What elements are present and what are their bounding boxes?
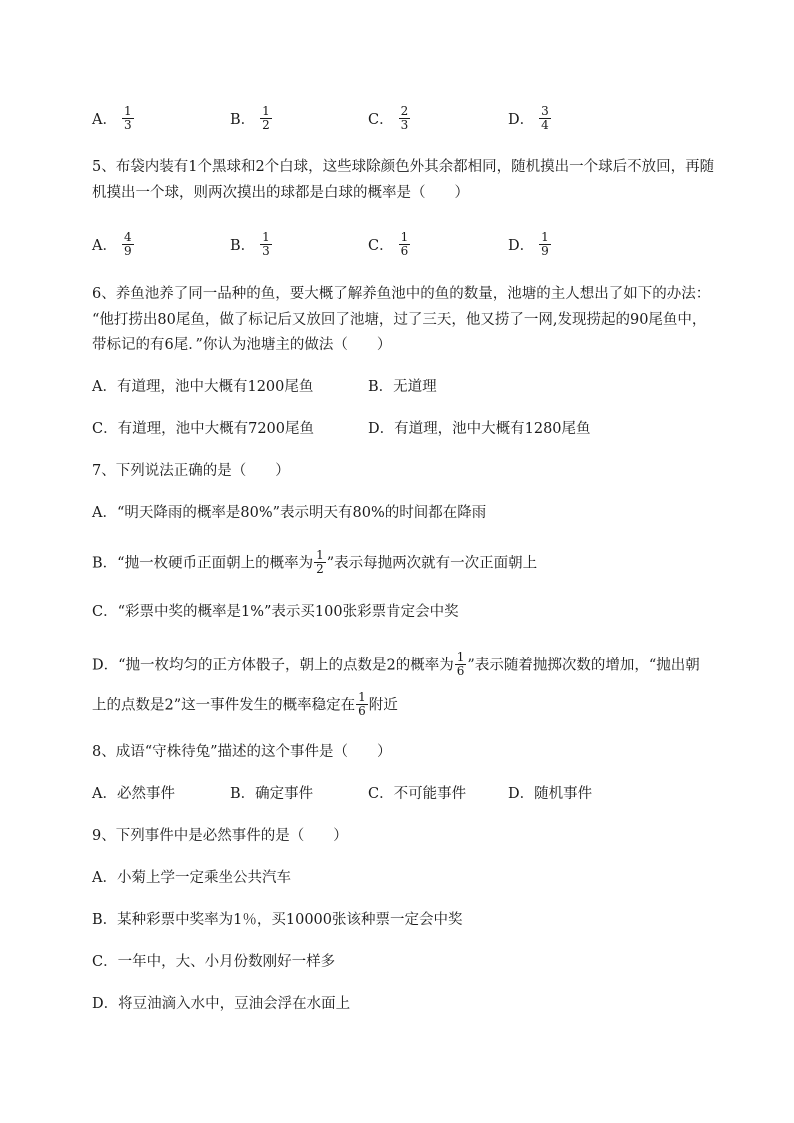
fraction: $\frac{1}{2}$: [316, 548, 324, 576]
fraction: $\frac{4}{9}$: [123, 230, 132, 258]
q7-option-b: B．“抛一枚硬币正面朝上的概率为 $\frac{1}{2}$ ”表示每抛两次就有一次正面朝上: [92, 548, 538, 576]
q8-stem: 8、成语“守株待兔”描述的这个事件是（ ）: [92, 744, 392, 760]
q7-option-d-line1: D．“抛一枚均匀的正方体骰子，朝上的点数是2的概率为 $\frac{1}{6}$ ”表示随着抛掷次数的增加，“抛出朝: [92, 650, 700, 678]
q6-option-c: C．有道理，池中大概有7200尾鱼: [92, 421, 314, 437]
fraction: $\frac{1}{9}$: [541, 230, 549, 258]
q7-stem: 7、下列说法正确的是（ ）: [92, 463, 290, 479]
q8-option-d: D．随机事件: [508, 786, 593, 802]
q6-stem-line3: 带标记的有6尾．”你认为池塘主的做法（ ）: [92, 337, 392, 353]
q5-option-a: A． $\frac{4}{9}$: [92, 230, 132, 258]
fraction: $\frac{1}{3}$: [262, 230, 270, 258]
fraction: $\frac{1}{6}$: [358, 690, 366, 718]
fraction: $\frac{1}{6}$: [456, 650, 465, 678]
fraction: $\frac{1}{2}$: [262, 104, 270, 132]
q6-option-b: B．无道理: [368, 379, 437, 395]
fraction: $\frac{1}{6}$: [400, 230, 409, 258]
q8-option-a: A．必然事件: [92, 786, 175, 802]
fraction: $\frac{1}{3}$: [123, 104, 132, 132]
q5-option-d: D． $\frac{1}{9}$: [508, 230, 549, 258]
fraction: $\frac{2}{3}$: [400, 104, 409, 132]
q5-option-b: B． $\frac{1}{3}$: [230, 230, 270, 258]
q5-option-c: C． $\frac{1}{6}$: [368, 230, 409, 258]
fraction: $\frac{3}{4}$: [541, 104, 549, 132]
q5-stem-line1: 5、布袋内装有1个黑球和2个白球，这些球除颜色外其余都相同，随机摸出一个球后不放回，再随: [92, 159, 715, 175]
q9-option-d: D．将豆油滴入水中，豆油会浮在水面上: [92, 996, 351, 1012]
q9-option-b: B．某种彩票中奖率为1％，买10000张该种票一定会中奖: [92, 912, 463, 928]
q8-option-b: B．确定事件: [230, 786, 314, 802]
q9-option-a: A．小菊上学一定乘坐公共汽车: [92, 870, 291, 886]
q7-option-c: C．“彩票中奖的概率是1%”表示买100张彩票肯定会中奖: [92, 604, 459, 620]
q4-option-c: C． $\frac{2}{3}$: [368, 104, 409, 132]
q8-option-c: C．不可能事件: [368, 786, 467, 802]
q6-option-a: A．有道理，池中大概有1200尾鱼: [92, 379, 314, 395]
q4-option-b: B． $\frac{1}{2}$: [230, 104, 270, 132]
q7-option-a: A．“明天降雨的概率是80%”表示明天有80%的时间都在降雨: [92, 505, 487, 521]
q4-option-d: D． $\frac{3}{4}$: [508, 104, 549, 132]
q6-stem-line2: “他打捞出80尾鱼，做了标记后又放回了池塘，过了三天，他又捞了一网,发现捞起的90尾鱼中，: [92, 312, 707, 328]
q9-stem: 9、下列事件中是必然事件的是（ ）: [92, 828, 348, 844]
q9-option-c: C．一年中，大、小月份数刚好一样多: [92, 954, 336, 970]
q7-option-d-line2: 上的点数是2”这一事件发生的概率稳定在 $\frac{1}{6}$ 附近: [92, 690, 398, 718]
q5-stem-line2: 机摸出一个球，则两次摸出的球都是白球的概率是（ ）: [92, 185, 469, 201]
q4-option-a: A． $\frac{1}{3}$: [92, 104, 132, 132]
q6-option-d: D．有道理，池中大概有1280尾鱼: [368, 421, 591, 437]
q6-stem-line1: 6、养鱼池养了同一品种的鱼，要大概了解养鱼池中的鱼的数量，池塘的主人想出了如下的办法：: [92, 286, 711, 302]
